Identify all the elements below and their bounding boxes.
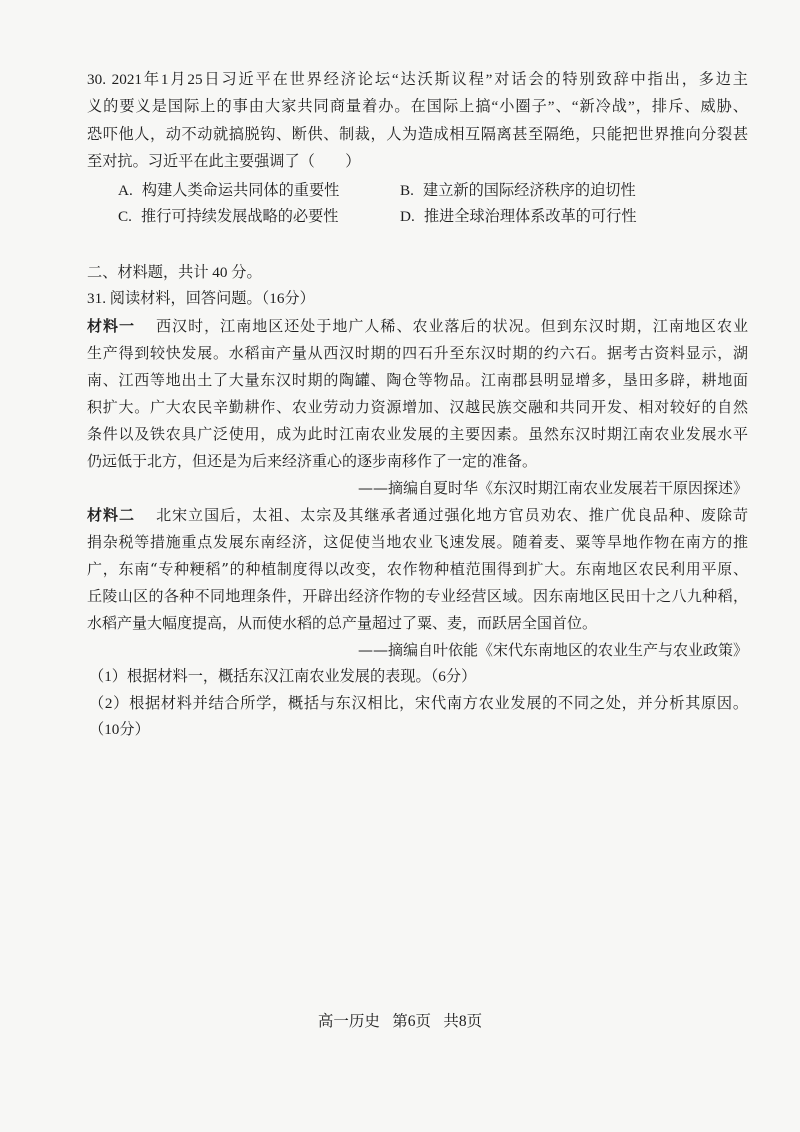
question-30-stem-line: 30. 2021年1月25日习近平在世界经济论坛“达沃斯议程”对话会的特别致辞中指出，多边主 bbox=[87, 71, 748, 88]
material-label: 材料二 bbox=[87, 505, 136, 524]
material-line: 生产得到较快发展。水稻亩产量从西汉时期的四石升至东汉时期的约六石。据考古资料显示，湖 bbox=[87, 344, 748, 363]
option-letter: C. bbox=[118, 208, 132, 226]
option-text: 推行可持续发展战略的必要性 bbox=[141, 208, 339, 226]
material-text: 西汉时，江南地区还处于地广人稀、农业落后的状况。但到东汉时期，江南地区农业 bbox=[156, 317, 748, 336]
footer-subject: 高一历史 bbox=[317, 1013, 380, 1030]
material-line: 捐杂税等措施重点发展东南经济，这促使当地农业飞速发展。随着麦、粟等旱地作物在南方的推 bbox=[87, 532, 748, 551]
option-text: 建立新的国际经济秩序的迫切性 bbox=[423, 181, 636, 199]
question-30-stem-line: 恐吓他人，动不动就搞脱钩、断供、制裁，人为造成相互隔离甚至隔绝，只能把世界推向分裂甚 bbox=[87, 125, 748, 143]
material-label: 材料一 bbox=[87, 317, 136, 336]
material-line: 条件以及铁农具广泛使用，成为此时江南农业发展的主要因素。虽然东汉时期江南农业发展水平 bbox=[87, 425, 748, 444]
question-30-stem-line: 义的要义是国际上的事由大家共同商量着办。在国际上搞“小圈子”、“新冷战”，排斥、威胁、 bbox=[87, 98, 748, 116]
question-31 bbox=[87, 260, 748, 745]
footer-page-number: 第6页 bbox=[392, 1013, 431, 1030]
material-line bbox=[87, 313, 748, 340]
option-d bbox=[400, 204, 682, 231]
material-line: 水稻产量大幅度提高，从而使水稻的总产量超过了粟、麦，而跃居全国首位。 bbox=[87, 613, 598, 632]
option-letter: D. bbox=[400, 208, 415, 226]
material-line: 仍远低于北方，但还是为后来经济重心的逐步南移作了一定的准备。 bbox=[87, 452, 538, 471]
option-b bbox=[400, 178, 682, 205]
material-line: 南、江西等地出土了大量东汉时期的陶罐、陶仓等物品。江南郡县明显增多，垦田多辟，耕地面 bbox=[87, 371, 748, 390]
option-row bbox=[87, 204, 748, 231]
material-source: ——摘编自叶依能《宋代东南地区的农业生产与农业政策》 bbox=[357, 640, 748, 659]
option-row bbox=[87, 178, 748, 205]
material-1 bbox=[87, 313, 748, 502]
question-30 bbox=[87, 66, 748, 231]
page-footer bbox=[0, 1009, 800, 1035]
question-31-stem: 31. 阅读材料，回答问题。（16分） bbox=[87, 290, 315, 308]
subquestion-2: （2）根据材料并结合所学，概括与东汉相比，宋代南方农业发展的不同之处，并分析其原因。 bbox=[89, 694, 748, 712]
subquestion-2-score: （10分） bbox=[89, 721, 150, 739]
question-30-options bbox=[87, 178, 748, 231]
footer-total-pages: 共8页 bbox=[443, 1013, 483, 1030]
option-text: 推进全球治理体系改革的可行性 bbox=[423, 208, 637, 226]
option-letter: A. bbox=[118, 181, 133, 199]
subquestion-1: （1）根据材料一，概括东汉江南农业发展的表现。（6分） bbox=[89, 667, 477, 685]
material-line bbox=[87, 502, 748, 529]
option-c bbox=[118, 204, 400, 231]
section-heading: 二、材料题，共计 40 分。 bbox=[87, 263, 262, 281]
question-30-stem-line: 至对抗。习近平在此主要强调了（ ） bbox=[87, 153, 361, 171]
option-text: 构建人类命运共同体的重要性 bbox=[141, 181, 340, 199]
option-letter: B. bbox=[400, 181, 414, 199]
material-2 bbox=[87, 502, 748, 664]
material-line: 丘陵山区的各种不同地理条件，开辟出经济作物的专业经营区域。因东南地区民田十之八九种稻， bbox=[87, 586, 748, 605]
material-line: 广，东南“专种粳稻”的种植制度得以改变，农作物种植范围得到扩大。东南地区农民利用平原、 bbox=[87, 559, 748, 578]
option-a bbox=[118, 178, 400, 205]
material-source: ——摘编自夏时华《东汉时期江南农业发展若干原因探述》 bbox=[357, 479, 748, 497]
material-text: 北宋立国后，太祖、太宗及其继承者通过强化地方官员劝农、推广优良品种、废除苛 bbox=[156, 505, 748, 524]
material-line: 积扩大。广大农民辛勤耕作、农业劳动力资源增加、汉越民族交融和共同开发、相对较好的自然 bbox=[87, 398, 748, 417]
